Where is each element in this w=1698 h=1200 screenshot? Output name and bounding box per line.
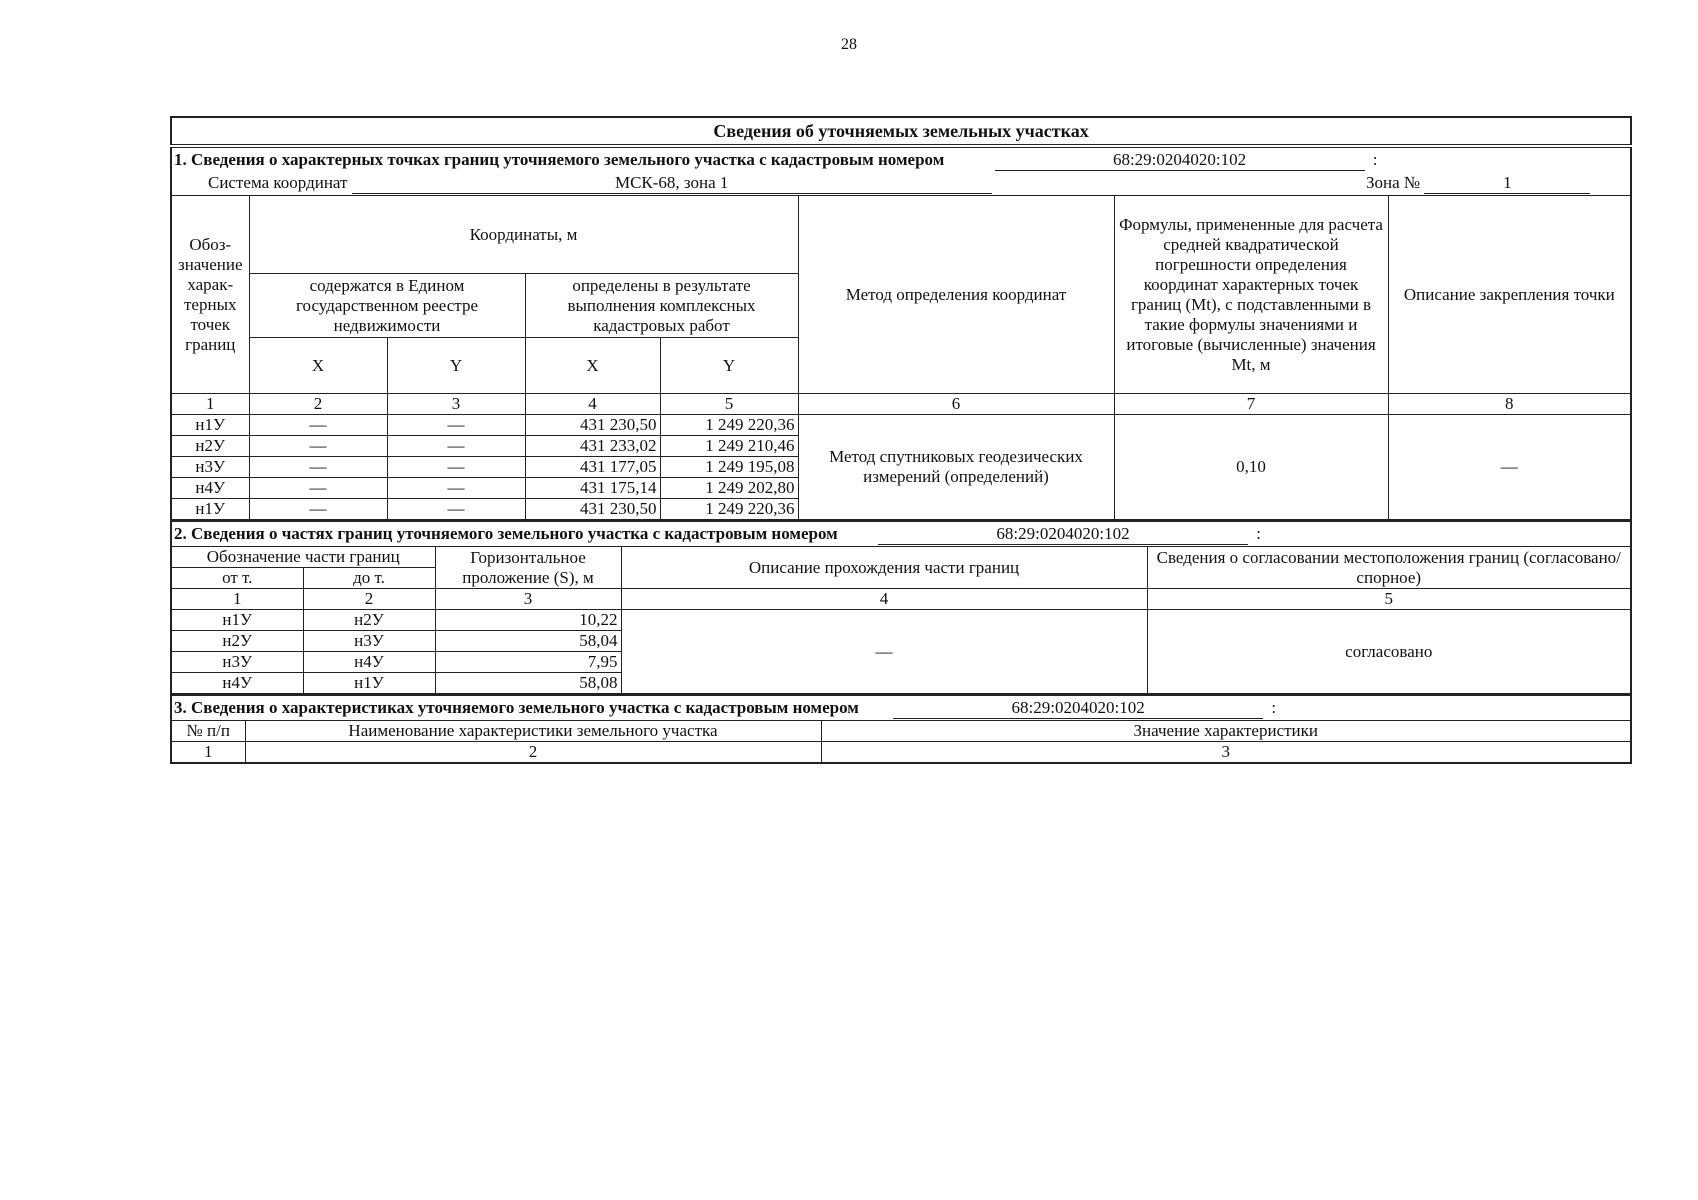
- section1-heading: 1. Сведения о характерных точках границ уточняемого земельного участка с кадастровым номером: [174, 150, 945, 169]
- coord-system-label: Система координат: [208, 172, 348, 192]
- col-number: 1: [171, 742, 245, 764]
- col-number: 6: [798, 394, 1114, 415]
- header-num: № п/п: [171, 721, 245, 742]
- header-designation: Обоз-значение харак-терных точек границ: [171, 196, 249, 394]
- y-value: 1 249 220,36: [660, 415, 798, 436]
- page-number: 28: [841, 36, 857, 53]
- section2-cadastral-number: 68:29:0204020:102: [878, 524, 1248, 545]
- zone-label: Зона №: [1365, 172, 1421, 192]
- header-part-designation: Обозначение части границ: [171, 547, 435, 568]
- header-egrn: содержатся в Едином государственном реестре недвижимости: [249, 274, 525, 338]
- x-value: 431 230,50: [525, 415, 660, 436]
- header-distance: Горизонтальное проложение (S), м: [435, 547, 621, 589]
- from-point: н3У: [171, 652, 303, 673]
- y-value: 1 249 220,36: [660, 499, 798, 521]
- distance-value: 10,22: [435, 610, 621, 631]
- from-point: н4У: [171, 673, 303, 695]
- col-number: 4: [525, 394, 660, 415]
- x-value: 431 233,02: [525, 436, 660, 457]
- to-point: н2У: [303, 610, 435, 631]
- document-title: Сведения об уточняемых земельных участках: [171, 117, 1631, 146]
- col-number: 1: [171, 589, 303, 610]
- point-designation: н1У: [171, 415, 249, 436]
- header-fixing: Описание закрепления точки: [1388, 196, 1631, 394]
- col-number: 3: [821, 742, 1631, 764]
- to-point: н4У: [303, 652, 435, 673]
- header-name: Наименование характеристики земельного участка: [245, 721, 821, 742]
- land-plot-document: [170, 116, 1630, 764]
- header-from: от т.: [171, 568, 303, 589]
- point-designation: н2У: [171, 436, 249, 457]
- distance-value: 58,08: [435, 673, 621, 695]
- x-egrn: —: [249, 436, 387, 457]
- x-value: 431 177,05: [525, 457, 660, 478]
- y-value: 1 249 210,46: [660, 436, 798, 457]
- y-egrn: —: [387, 436, 525, 457]
- point-designation: н3У: [171, 457, 249, 478]
- header-value: Значение характеристики: [821, 721, 1631, 742]
- col-number: 2: [249, 394, 387, 415]
- point-designation: н4У: [171, 478, 249, 499]
- y-egrn: —: [387, 499, 525, 521]
- y-value: 1 249 202,80: [660, 478, 798, 499]
- header-x-egrn: X: [249, 338, 387, 394]
- agreement-value: согласовано: [1147, 610, 1631, 695]
- coord-system-value: МСК-68, зона 1: [352, 173, 992, 194]
- header-x-complex: X: [525, 338, 660, 394]
- section2-heading: 2. Сведения о частях границ уточняемого земельного участка с кадастровым номером: [174, 523, 838, 543]
- to-point: н1У: [303, 673, 435, 695]
- distance-value: 58,04: [435, 631, 621, 652]
- x-egrn: —: [249, 499, 387, 521]
- section3-table: [170, 695, 1632, 764]
- section1-cadastral-number: 68:29:0204020:102: [995, 150, 1365, 171]
- header-y-complex: Y: [660, 338, 798, 394]
- x-egrn: —: [249, 457, 387, 478]
- col-number: 2: [245, 742, 821, 764]
- section3-cadastral-number: 68:29:0204020:102: [893, 698, 1263, 719]
- zone-value: 1: [1424, 173, 1590, 194]
- mt-value: 0,10: [1114, 415, 1388, 521]
- col-number: 1: [171, 394, 249, 415]
- y-egrn: —: [387, 478, 525, 499]
- section1-colon: :: [1372, 150, 1378, 169]
- col-number: 5: [660, 394, 798, 415]
- from-point: н2У: [171, 631, 303, 652]
- point-designation: н1У: [171, 499, 249, 521]
- header-agreement: Сведения о согласовании местоположения границ (согласовано/спорное): [1147, 547, 1631, 589]
- header-y-egrn: Y: [387, 338, 525, 394]
- table-row: [171, 415, 1631, 436]
- section3-colon: :: [1271, 697, 1277, 717]
- method-value: Метод спутниковых геодезических измерений (определений): [798, 415, 1114, 521]
- col-number: 8: [1388, 394, 1631, 415]
- distance-value: 7,95: [435, 652, 621, 673]
- x-value: 431 230,50: [525, 499, 660, 521]
- header-method: Метод определения координат: [798, 196, 1114, 394]
- x-egrn: —: [249, 415, 387, 436]
- y-egrn: —: [387, 415, 525, 436]
- col-number: 5: [1147, 589, 1631, 610]
- table-row: [171, 610, 1631, 631]
- to-point: н3У: [303, 631, 435, 652]
- col-number: 3: [387, 394, 525, 415]
- section1-table: [170, 116, 1632, 521]
- section3-heading: 3. Сведения о характеристиках уточняемого земельного участка с кадастровым номером: [174, 697, 859, 717]
- x-value: 431 175,14: [525, 478, 660, 499]
- from-point: н1У: [171, 610, 303, 631]
- header-to: до т.: [303, 568, 435, 589]
- description-value: —: [621, 610, 1147, 695]
- header-description: Описание прохождения части границ: [621, 547, 1147, 589]
- y-egrn: —: [387, 457, 525, 478]
- header-formulas: Формулы, примененные для расчета средней квадратической погрешности определения координат характерных точек границ (Mt), с подставленными в такие формулы значениями и итоговые (вычисленные) значения Mt, м: [1114, 196, 1388, 394]
- col-number: 3: [435, 589, 621, 610]
- header-coordinates: Координаты, м: [249, 196, 798, 274]
- section2-table: [170, 521, 1632, 695]
- section2-colon: :: [1256, 523, 1261, 543]
- y-value: 1 249 195,08: [660, 457, 798, 478]
- fixing-value: —: [1388, 415, 1631, 521]
- header-complex: определены в результате выполнения комплексных кадастровых работ: [525, 274, 798, 338]
- col-number: 4: [621, 589, 1147, 610]
- col-number: 2: [303, 589, 435, 610]
- x-egrn: —: [249, 478, 387, 499]
- col-number: 7: [1114, 394, 1388, 415]
